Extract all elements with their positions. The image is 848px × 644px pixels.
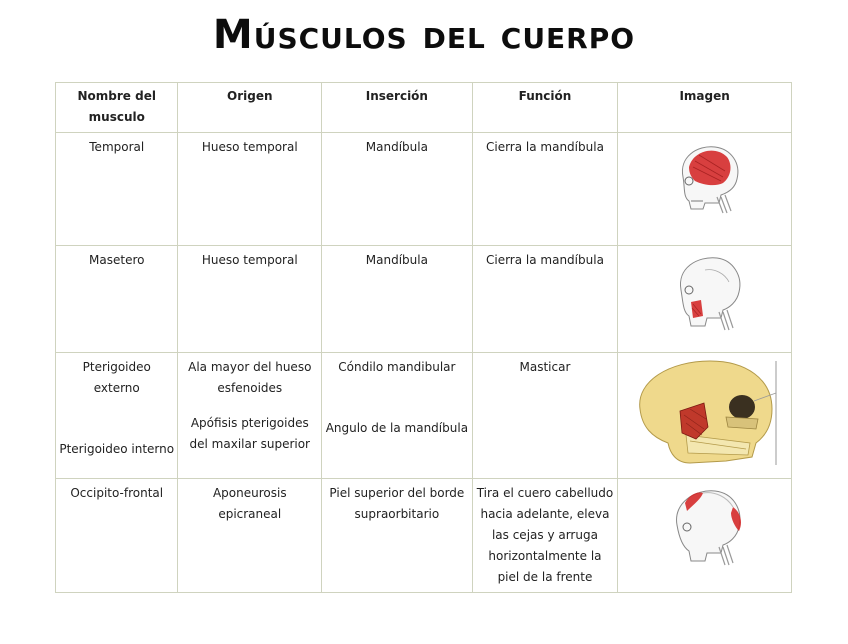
cell-nombre: Temporal <box>56 133 178 246</box>
cell-funcion: Masticar <box>472 353 618 479</box>
header-imagen: Imagen <box>618 83 792 133</box>
header-nombre: Nombre del musculo <box>56 83 178 133</box>
page-title: Músculos del cuerpo <box>212 12 636 58</box>
table-row <box>56 246 792 353</box>
table-row <box>56 133 792 246</box>
cell-imagen <box>618 353 792 479</box>
table-row <box>56 479 792 593</box>
cell-nombre: Occipito-frontal <box>56 479 178 593</box>
skull-temporal-muscle-icon <box>665 137 745 217</box>
header-insercion: Inserción <box>322 83 473 133</box>
cell-origen-b: Apófisis pterigoides del maxilar superior <box>189 416 310 451</box>
cell-insercion: Mandíbula <box>322 133 473 246</box>
cell-funcion: Cierra la mandíbula <box>472 133 618 246</box>
cell-nombre-a: Pterigoideo externo <box>82 360 151 395</box>
skull-pterygoid-muscles-icon <box>630 357 780 469</box>
cell-origen: Aponeurosis epicraneal <box>178 479 322 593</box>
cell-origen: Hueso temporal <box>178 133 322 246</box>
cell-nombre: Masetero <box>56 246 178 353</box>
cell-insercion: Mandíbula <box>322 246 473 353</box>
header-origen: Origen <box>178 83 322 133</box>
cell-insercion-a: Cóndilo mandibular <box>338 360 456 374</box>
cell-insercion <box>322 353 473 479</box>
cell-insercion-b: Angulo de la mandíbula <box>325 421 469 435</box>
table-row <box>56 353 792 479</box>
cell-nombre-b: Pterigoideo interno <box>59 442 175 456</box>
cell-origen: Hueso temporal <box>178 246 322 353</box>
cell-funcion: Tira el cuero cabelludo hacia adelante, eleva las cejas y arruga horizontalmente la piel de la frente <box>472 479 618 593</box>
cell-origen <box>178 353 322 479</box>
cell-insercion: Piel superior del borde supraorbitario <box>322 479 473 593</box>
cell-imagen <box>618 246 792 353</box>
cell-funcion: Cierra la mandíbula <box>472 246 618 353</box>
header-funcion: Función <box>472 83 618 133</box>
skull-masseter-muscle-icon <box>665 250 745 334</box>
cell-nombre <box>56 353 178 479</box>
cell-imagen <box>618 133 792 246</box>
table-header-row <box>56 83 792 133</box>
muscles-table <box>55 82 792 593</box>
cell-imagen <box>618 479 792 593</box>
cell-origen-a: Ala mayor del hueso esfenoides <box>188 360 312 395</box>
skull-occipitofrontalis-icon <box>663 483 747 567</box>
